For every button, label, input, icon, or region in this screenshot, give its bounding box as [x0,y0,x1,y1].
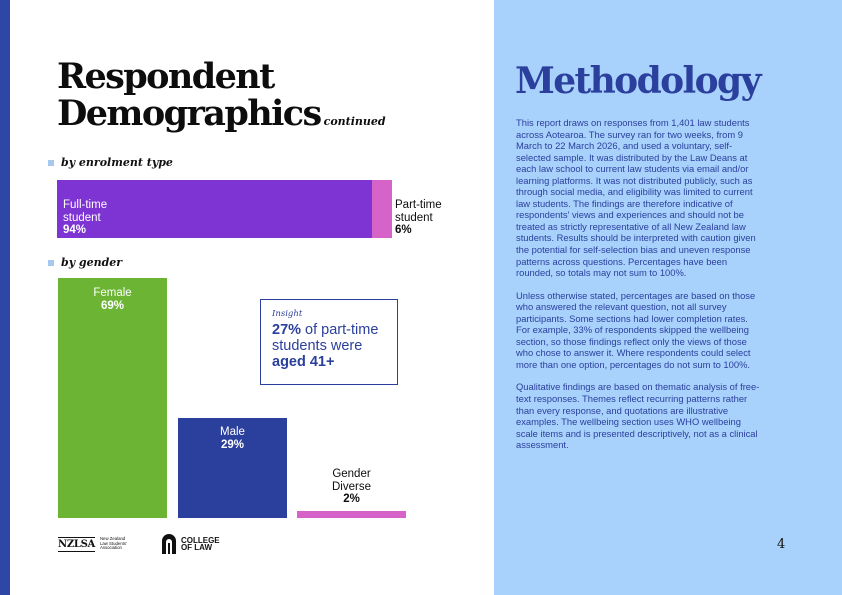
college-of-law-text [181,537,220,552]
full-time-pct: 94% [63,224,87,236]
nzlsa-line1: New Zealand [99,535,126,541]
nzlsa-line3: Association [99,545,122,551]
methodology-title: Methodology [515,60,760,102]
part-time-pct: 6% [395,224,412,236]
col-line1: COLLEGE [180,535,220,545]
enrolment-section-label [48,156,173,169]
female-pct: 69% [100,299,125,312]
gender-diverse-label [297,468,406,506]
full-time-label [63,199,107,237]
college-of-law-icon [160,534,178,554]
nzlsa-line2: Law Students' [99,540,127,546]
nzlsa-logo: NZLSA [58,538,95,550]
gender-label-text: by gender [61,256,123,269]
male-pct: 29% [220,438,245,451]
footer-logos [58,531,220,557]
diverse-line1: Gender [332,468,371,480]
methodology-paragraph-1: This report draws on responses from 1,401 law students across Aotearoa. The survey ran for two weeks, from 9 March to 22 March 2026, and used a voluntary, self-selected sample. It was distributed by the Law Deans at each law school to current law students via email and/or learning platforms. It was not distributed publicly, such as through social media, and eligibility was limited to current law students. The findings are therefore indicative of respondents' views and experiences and should not be treated as strictly representative of all New Zealand law students. Results should be interpreted with caution given the potential for self-selection bias and uneven response patterns across questions. Percentages have been rounded, so totals may not sum to 100%. [516,117,756,279]
title-suffix: continued [323,115,386,128]
gender-diverse-column [297,511,406,518]
insight-text-3: aged 41+ [272,354,335,370]
nzlsa-name [100,537,144,551]
col-line2: OF LAW [180,543,213,552]
title-line-2-text: Demographics [57,93,321,134]
enrolment-label-text: by enrolment type [61,156,173,169]
bullet-square-icon [48,260,54,266]
insight-highlight: 27% [272,322,302,338]
page-number: 4 [777,537,786,552]
bullet-square-icon [48,160,54,166]
college-of-law-logo [160,534,220,554]
part-time-line2: student [395,211,433,224]
insight-box [260,299,398,385]
page-title [57,58,386,140]
title-line-2 [57,95,386,140]
left-edge-strip [0,0,10,595]
insight-text-2: students were [272,338,363,354]
diverse-pct: 2% [343,493,360,505]
male-name: Male [220,426,245,438]
title-line-1: Respondent [57,56,274,97]
full-time-line2: student [63,211,101,224]
methodology-paragraph-2: Unless otherwise stated, percentages are based on those who answered the relevant question, not all survey participants. Some sections had lower completion rates. For example, 33% of respondents skipped the wellbeing section, so those findings reflect only the views of those who chose to answer it. Where respondents could select more than one option, percentages do not sum to 100%. [516,289,756,370]
methodology-body [516,117,764,462]
insight-text-1: of part-time [301,322,379,338]
full-time-line1: Full-time [63,199,108,211]
male-label [178,426,287,451]
female-label [58,287,167,312]
insight-text [272,322,397,370]
diverse-line2: Diverse [332,480,371,493]
gender-section-label [48,256,122,269]
part-time-line1: Part-time [395,199,442,211]
part-time-label [395,199,442,237]
insight-tag: Insight [272,309,303,319]
part-time-bar [372,180,392,238]
female-name: Female [93,287,132,299]
methodology-paragraph-3: Qualitative findings are based on thematic analysis of free-text responses. Themes reflect recurring patterns rather than every response, and quotations are illustrative examples. The wellbeing section uses WHO wellbeing scale items and is presented descriptively, not as a clinical assessment. [516,381,760,451]
female-column [58,278,167,518]
